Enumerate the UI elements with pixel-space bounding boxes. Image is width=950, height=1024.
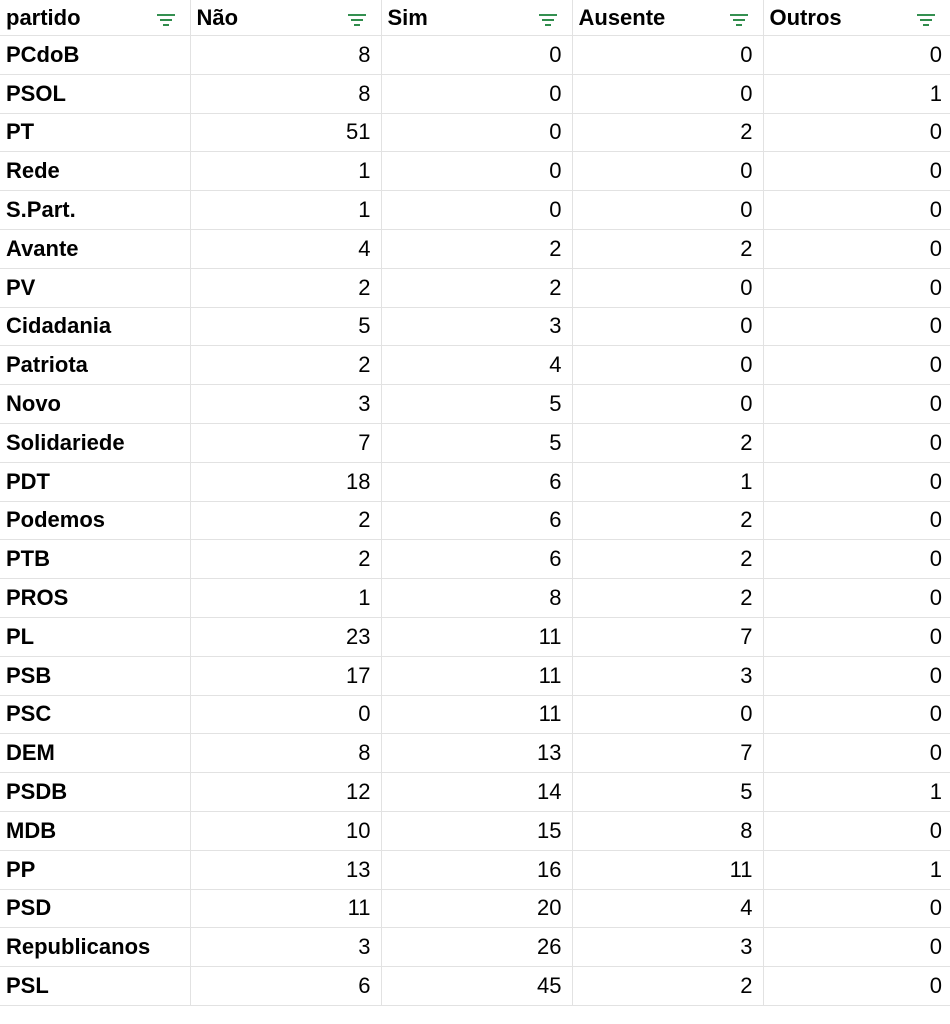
cell-sim[interactable]: 26 (381, 928, 572, 967)
cell-outros[interactable]: 1 (763, 773, 950, 812)
cell-outros[interactable]: 0 (763, 385, 950, 424)
cell-ausente[interactable]: 0 (572, 268, 763, 307)
cell-outros[interactable]: 0 (763, 967, 950, 1006)
cell-partido[interactable]: S.Part. (0, 191, 190, 230)
cell-partido[interactable]: PSOL (0, 74, 190, 113)
cell-outros[interactable]: 0 (763, 734, 950, 773)
table-row (0, 734, 950, 773)
cell-sim[interactable]: 0 (381, 36, 572, 75)
cell-outros[interactable]: 0 (763, 191, 950, 230)
cell-partido[interactable]: PT (0, 113, 190, 152)
column-header-outros[interactable] (763, 0, 950, 36)
cell-partido[interactable]: PSD (0, 889, 190, 928)
cell-ausente[interactable]: 0 (572, 152, 763, 191)
cell-sim[interactable]: 3 (381, 307, 572, 346)
table-row (0, 307, 950, 346)
cell-outros[interactable]: 0 (763, 928, 950, 967)
table-row (0, 889, 950, 928)
cell-ausente[interactable]: 8 (572, 811, 763, 850)
column-header-label: Sim (387, 5, 428, 30)
cell-nao[interactable]: 4 (190, 229, 381, 268)
cell-ausente[interactable]: 5 (572, 773, 763, 812)
cell-ausente[interactable]: 0 (572, 74, 763, 113)
cell-sim[interactable]: 11 (381, 617, 572, 656)
cell-outros[interactable]: 0 (763, 268, 950, 307)
cell-partido[interactable]: Podemos (0, 501, 190, 540)
cell-ausente[interactable]: 2 (572, 501, 763, 540)
cell-sim[interactable]: 15 (381, 811, 572, 850)
cell-outros[interactable]: 0 (763, 229, 950, 268)
cell-nao[interactable]: 3 (190, 385, 381, 424)
cell-sim[interactable]: 16 (381, 850, 572, 889)
cell-nao[interactable]: 13 (190, 850, 381, 889)
cell-partido[interactable]: Patriota (0, 346, 190, 385)
cell-sim[interactable]: 11 (381, 695, 572, 734)
cell-nao[interactable]: 8 (190, 36, 381, 75)
cell-nao[interactable]: 2 (190, 540, 381, 579)
cell-ausente[interactable]: 7 (572, 734, 763, 773)
cell-sim[interactable]: 0 (381, 113, 572, 152)
cell-partido[interactable]: Novo (0, 385, 190, 424)
table-row (0, 346, 950, 385)
table-row (0, 191, 950, 230)
cell-ausente[interactable]: 0 (572, 385, 763, 424)
cell-nao[interactable]: 1 (190, 579, 381, 618)
cell-sim[interactable]: 45 (381, 967, 572, 1006)
table-row (0, 656, 950, 695)
cell-partido[interactable]: PCdoB (0, 36, 190, 75)
cell-sim[interactable]: 6 (381, 501, 572, 540)
column-header-label: Ausente (578, 5, 666, 30)
cell-outros[interactable]: 0 (763, 423, 950, 462)
cell-partido[interactable]: MDB (0, 811, 190, 850)
cell-outros[interactable]: 0 (763, 346, 950, 385)
cell-nao[interactable]: 8 (190, 74, 381, 113)
table-row (0, 74, 950, 113)
cell-nao[interactable]: 2 (190, 501, 381, 540)
table-row (0, 152, 950, 191)
cell-ausente[interactable]: 11 (572, 850, 763, 889)
table-row (0, 229, 950, 268)
cell-sim[interactable]: 11 (381, 656, 572, 695)
cell-outros[interactable]: 0 (763, 811, 950, 850)
cell-sim[interactable]: 2 (381, 268, 572, 307)
column-header-label: Outros (769, 5, 842, 30)
cell-outros[interactable]: 1 (763, 74, 950, 113)
cell-outros[interactable]: 0 (763, 617, 950, 656)
table-row (0, 579, 950, 618)
cell-outros[interactable]: 0 (763, 152, 950, 191)
cell-outros[interactable]: 0 (763, 540, 950, 579)
cell-ausente[interactable]: 0 (572, 191, 763, 230)
table-row (0, 268, 950, 307)
cell-sim[interactable]: 4 (381, 346, 572, 385)
cell-outros[interactable]: 0 (763, 656, 950, 695)
cell-sim[interactable]: 0 (381, 74, 572, 113)
table-row (0, 928, 950, 967)
table-row (0, 617, 950, 656)
cell-nao[interactable]: 3 (190, 928, 381, 967)
cell-nao[interactable]: 0 (190, 695, 381, 734)
cell-sim[interactable]: 8 (381, 579, 572, 618)
cell-nao[interactable]: 5 (190, 307, 381, 346)
cell-partido[interactable]: PSB (0, 656, 190, 695)
cell-nao[interactable]: 23 (190, 617, 381, 656)
cell-nao[interactable]: 51 (190, 113, 381, 152)
table-row (0, 850, 950, 889)
table-row (0, 113, 950, 152)
cell-ausente[interactable]: 2 (572, 540, 763, 579)
column-header-nao[interactable] (190, 0, 381, 36)
cell-ausente[interactable]: 0 (572, 695, 763, 734)
filter-funnel-icon[interactable] (347, 8, 367, 24)
cell-partido[interactable]: PV (0, 268, 190, 307)
cell-nao[interactable]: 2 (190, 346, 381, 385)
cell-sim[interactable]: 14 (381, 773, 572, 812)
column-header-ausente[interactable] (572, 0, 763, 36)
cell-outros[interactable]: 0 (763, 579, 950, 618)
table-row (0, 385, 950, 424)
header-row (0, 0, 950, 36)
filter-funnel-icon[interactable] (916, 8, 936, 24)
cell-nao[interactable]: 7 (190, 423, 381, 462)
cell-nao[interactable]: 18 (190, 462, 381, 501)
cell-ausente[interactable]: 0 (572, 346, 763, 385)
cell-partido[interactable]: Republicanos (0, 928, 190, 967)
cell-partido[interactable]: Solidariede (0, 423, 190, 462)
cell-partido[interactable]: PDT (0, 462, 190, 501)
cell-partido[interactable]: PSL (0, 967, 190, 1006)
cell-sim[interactable]: 13 (381, 734, 572, 773)
cell-sim[interactable]: 5 (381, 423, 572, 462)
table-row (0, 811, 950, 850)
cell-partido[interactable]: Avante (0, 229, 190, 268)
cell-nao[interactable]: 1 (190, 152, 381, 191)
table-row (0, 501, 950, 540)
cell-ausente[interactable]: 2 (572, 423, 763, 462)
table-row (0, 967, 950, 1006)
table-row (0, 540, 950, 579)
cell-outros[interactable]: 0 (763, 889, 950, 928)
cell-sim[interactable]: 6 (381, 462, 572, 501)
table-body (0, 36, 950, 1006)
cell-sim[interactable]: 0 (381, 152, 572, 191)
cell-sim[interactable]: 5 (381, 385, 572, 424)
cell-partido[interactable]: DEM (0, 734, 190, 773)
cell-sim[interactable]: 2 (381, 229, 572, 268)
cell-nao[interactable]: 1 (190, 191, 381, 230)
column-header-partido[interactable] (0, 0, 190, 36)
cell-partido[interactable]: PTB (0, 540, 190, 579)
cell-partido[interactable]: Cidadania (0, 307, 190, 346)
cell-partido[interactable]: Rede (0, 152, 190, 191)
cell-ausente[interactable]: 3 (572, 656, 763, 695)
cell-partido[interactable]: PL (0, 617, 190, 656)
cell-nao[interactable]: 12 (190, 773, 381, 812)
cell-outros[interactable]: 0 (763, 113, 950, 152)
cell-nao[interactable]: 2 (190, 268, 381, 307)
cell-nao[interactable]: 11 (190, 889, 381, 928)
table-row (0, 423, 950, 462)
filter-funnel-icon[interactable] (729, 8, 749, 24)
cell-outros[interactable]: 1 (763, 850, 950, 889)
cell-nao[interactable]: 8 (190, 734, 381, 773)
cell-ausente[interactable]: 7 (572, 617, 763, 656)
cell-nao[interactable]: 6 (190, 967, 381, 1006)
cell-outros[interactable]: 0 (763, 36, 950, 75)
cell-ausente[interactable]: 3 (572, 928, 763, 967)
table-row (0, 36, 950, 75)
cell-sim[interactable]: 6 (381, 540, 572, 579)
cell-outros[interactable]: 0 (763, 695, 950, 734)
cell-sim[interactable]: 20 (381, 889, 572, 928)
filter-funnel-icon[interactable] (538, 8, 558, 24)
cell-ausente[interactable]: 0 (572, 36, 763, 75)
cell-ausente[interactable]: 0 (572, 307, 763, 346)
filter-funnel-icon[interactable] (156, 8, 176, 24)
cell-outros[interactable]: 0 (763, 501, 950, 540)
cell-ausente[interactable]: 2 (572, 967, 763, 1006)
cell-ausente[interactable]: 2 (572, 113, 763, 152)
cell-partido[interactable]: PSDB (0, 773, 190, 812)
table-row (0, 695, 950, 734)
cell-ausente[interactable]: 2 (572, 579, 763, 618)
cell-partido[interactable]: PSC (0, 695, 190, 734)
cell-ausente[interactable]: 1 (572, 462, 763, 501)
cell-outros[interactable]: 0 (763, 307, 950, 346)
cell-nao[interactable]: 17 (190, 656, 381, 695)
cell-outros[interactable]: 0 (763, 462, 950, 501)
cell-partido[interactable]: PROS (0, 579, 190, 618)
cell-nao[interactable]: 10 (190, 811, 381, 850)
cell-partido[interactable]: PP (0, 850, 190, 889)
column-header-sim[interactable] (381, 0, 572, 36)
column-header-label: partido (6, 5, 81, 30)
cell-ausente[interactable]: 4 (572, 889, 763, 928)
cell-ausente[interactable]: 2 (572, 229, 763, 268)
column-header-label: Não (196, 5, 239, 30)
table-row (0, 773, 950, 812)
cell-sim[interactable]: 0 (381, 191, 572, 230)
table-row (0, 462, 950, 501)
